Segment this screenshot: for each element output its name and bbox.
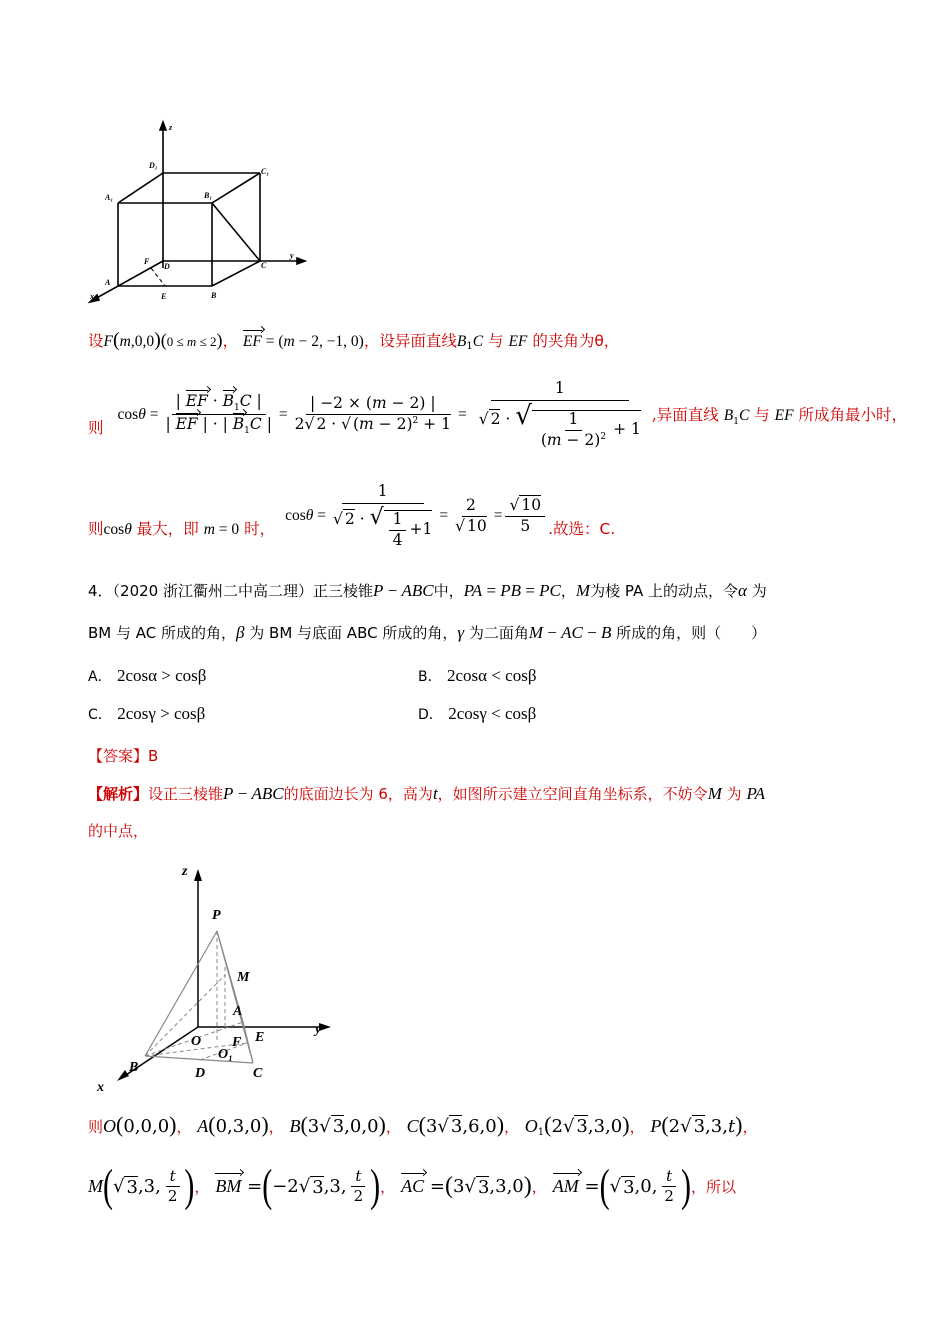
fig2-label-O1: O₁ xyxy=(218,1047,233,1062)
sol3-setF-prefix: 设 xyxy=(88,332,104,350)
q4-option-b-expr: 2cosα < cosβ xyxy=(447,666,537,685)
label-E: E xyxy=(161,292,167,301)
label-C1: C₁ xyxy=(261,167,270,176)
q4-option-c-label: C． xyxy=(88,707,112,723)
q4-stem1f: 为 xyxy=(751,582,767,600)
q4-option-c[interactable] xyxy=(88,704,205,724)
q4-option-d-label: D． xyxy=(418,707,443,723)
q4-option-a-label: A． xyxy=(88,669,112,685)
label-z: z xyxy=(169,123,173,132)
fig2-label-O: O xyxy=(191,1034,202,1049)
sol3-setF-and: 与 xyxy=(488,332,504,350)
label-B1: B₁ xyxy=(204,191,213,200)
sep-4: ， xyxy=(504,1118,520,1136)
q4-stem1e: 上的动点，令 xyxy=(647,582,738,600)
q4-stem2d: 所成的角，则（ ） xyxy=(616,624,767,642)
sol3-setF-angle: 的夹角为θ， xyxy=(532,332,620,350)
coords-line1: 则O(0,0,0)， A(0,3,0)， B(3√ 3,0,0)， C(3√ 3,6,0)， $O_1(2√$ 3,3,0)， P(2√ 3,3,t)， xyxy=(88,1112,758,1138)
sep-7: ， xyxy=(194,1178,210,1197)
coords-suoyi: ，所以 xyxy=(690,1178,736,1197)
fig2-label-E: E xyxy=(255,1030,265,1045)
sol3-max-tail: 时， xyxy=(244,520,276,539)
label-D: D xyxy=(164,262,170,271)
sep-3: ， xyxy=(385,1118,401,1136)
q4-stem2c: 为二面角 xyxy=(468,624,529,642)
sep-9: ， xyxy=(531,1178,547,1197)
label-A: A xyxy=(105,278,111,287)
q4-option-d[interactable] xyxy=(418,704,536,724)
sep-2: ， xyxy=(268,1118,284,1136)
coords-line2: M ( √ 3 ,3, $\frac{t}{2}$ ) ， BM = ( −2 √ 3 ,3, $\frac{t}{2}$ ) ， AC = ( 3 √ 3 ,3,0 ) ， AM = ( √ 3 ,0, $\frac{t}{2}$ ) ，所以 xyxy=(88,1161,736,1211)
sep-6: ， xyxy=(742,1118,758,1136)
analysis-line2: 的中点， xyxy=(88,822,149,840)
q4-stem1d: 为棱 xyxy=(590,582,621,600)
analysis-label: 【解析】 xyxy=(88,785,149,803)
sol3-conclusion: .故选：C. xyxy=(548,520,616,539)
q4-option-b-label: B． xyxy=(418,669,442,685)
sep-8: ， xyxy=(380,1178,396,1197)
analysis-text2: 的底面边长为 6，高为 xyxy=(283,785,433,803)
q4-option-a[interactable] xyxy=(88,666,206,686)
label-A1: A₁ xyxy=(105,193,114,202)
sep-1: ， xyxy=(176,1118,192,1136)
fig2-label-B: B xyxy=(129,1060,139,1075)
sol3-setF-mid: ， xyxy=(222,332,238,350)
q4-stem2b: 为 BM 与底面 ABC 所成的角， xyxy=(249,624,458,642)
fig2-label-P: P xyxy=(212,908,221,923)
cube-figure xyxy=(85,118,325,308)
analysis-text3: ，如图所示建立空间直角坐标系，不妨令 xyxy=(437,785,708,803)
fig2-label-C: C xyxy=(253,1066,263,1081)
q4-stem1c: ， xyxy=(560,582,576,600)
q4-stem-line1: 4．（2020 浙江衢州二中高二理）正三棱锥P − ABC中，PA = PB = PC，M为棱 PA 上的动点，令α 为 xyxy=(88,581,767,600)
label-F: F xyxy=(144,257,150,266)
fig2-label-M: M xyxy=(237,970,250,985)
sol3-then: 则 xyxy=(88,418,104,437)
fig2-label-z: z xyxy=(182,864,188,879)
fig2-label-x: x xyxy=(97,1080,104,1095)
sol3-max-mid: 最大，即 xyxy=(136,520,199,539)
q4-stem-line2: BM 与 AC 所成的角，β 为 BM 与底面 ABC 所成的角，γ 为二面角M − AC − B 所成的角，则（ ） xyxy=(88,623,767,642)
q4-option-d-expr: 2cosγ < cosβ xyxy=(448,704,537,723)
q4-option-b[interactable] xyxy=(418,666,536,686)
fig2-label-F: F xyxy=(232,1035,242,1050)
label-C: C xyxy=(261,261,267,270)
fig2-label-D: D xyxy=(195,1066,206,1081)
analysis-line1: 【解析】设正三棱锥P − ABC的底面边长为 6，高为t，如图所示建立空间直角坐标系，不妨令M 为 PA xyxy=(88,784,766,803)
sol3-setF-tail: ，设异面直线 xyxy=(363,332,457,350)
sol3-line-setF: 设F(m,0,0)(0 ≤ m ≤ 2)， EF = (m − 2, −1, 0)，设异面直线$B_1C$ 与 EF 的夹角为θ， xyxy=(88,329,620,352)
fig2-label-A: A xyxy=(233,1004,243,1019)
tetrahedron-figure xyxy=(85,855,340,1095)
sol3-minimal-text: 异面直线 xyxy=(656,405,719,424)
q4-stem1: 4．（2020 浙江衢州二中高二理）正三棱锥 xyxy=(88,582,373,600)
sol3-minimal-tail: 所成角最小时， xyxy=(798,405,908,424)
sep-5: ， xyxy=(629,1118,645,1136)
q4-stem1b: 中， xyxy=(433,582,464,600)
coords-then: 则 xyxy=(88,1118,104,1136)
sol3-line-cos: 则 cosθ = $\frac{| EF \cdot B_1C |}{| EF | \cdot | B_1C |}$ = $\frac{| -2 \times (m - 2) |}{2√ 2 \cdot √ (m - 2)^2 + 1}$ = 1 √ 2 · √ $\frac{1}{(m - 2)^2}$ + 1 ,异面直线 $B_1C$ 与 EF 所成角最小时， xyxy=(88,379,908,449)
answer-label: 【答案】B xyxy=(88,747,159,765)
q4-option-a-expr: 2cosα > cosβ xyxy=(116,666,207,685)
q4-option-c-expr: 2cosγ > cosβ xyxy=(117,704,206,723)
sol3-line-max: 则cosθ 最大，即 m = 0 时， cosθ = 1 √ 2 · √ $\frac{1}{4}$ +1 = $\frac{2}{√ 10}$ = $\frac{√ 10}{5}$ .故选：C. xyxy=(88,482,616,549)
label-D1: D₁ xyxy=(149,161,158,170)
label-y: y xyxy=(290,251,294,260)
label-x: x xyxy=(90,292,94,301)
sol3-minimal-and: 与 xyxy=(754,405,770,424)
q4-stem2a: BM 与 AC 所成的角， xyxy=(88,624,237,642)
sol3-max-prefix: 则 xyxy=(88,520,104,539)
analysis-text1: 设正三棱锥 xyxy=(148,785,224,803)
label-B: B xyxy=(211,291,217,300)
fig2-label-y: y xyxy=(315,1022,322,1037)
analysis-text4: 为 xyxy=(726,785,742,803)
